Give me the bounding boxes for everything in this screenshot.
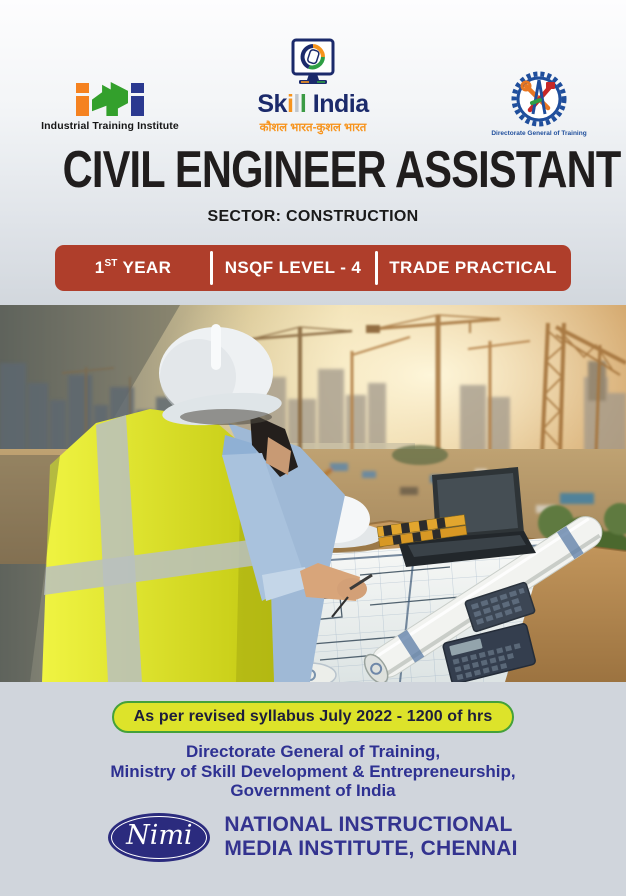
iti-logo-icon xyxy=(28,82,192,116)
syllabus-badge: As per revised syllabus July 2022 - 1200 of hrs xyxy=(112,701,515,733)
iti-navy-column xyxy=(131,83,144,116)
cover-footer xyxy=(0,682,626,896)
page-title: CIVIL ENGINEER ASSISTANT xyxy=(62,141,621,199)
skill-india-wordmark: Skill India xyxy=(257,90,369,118)
publisher-name: NATIONAL INSTRUCTIONAL MEDIA INSTITUTE, CHENNAI xyxy=(224,813,518,860)
iti-orange-column xyxy=(76,83,89,116)
skill-india-monitor-icon xyxy=(287,38,339,88)
ministry-text xyxy=(0,742,626,801)
iti-green-factory-shape xyxy=(92,82,128,116)
construction-site-photo-illustration xyxy=(0,305,626,682)
cover-header xyxy=(0,0,626,305)
ministry-line: Ministry of Skill Development & Entrepreneurship, xyxy=(110,761,516,781)
skill-india-logo xyxy=(233,38,393,135)
ministry-line: Directorate General of Training, xyxy=(185,742,441,761)
banner-year-segment: 1ST YEAR xyxy=(94,258,172,277)
cover-photo xyxy=(0,305,626,682)
year-level-banner xyxy=(55,245,571,291)
dgt-gear-icon xyxy=(510,70,568,128)
banner-trade-segment: TRADE PRACTICAL xyxy=(389,258,557,277)
banner-nsqf-segment: NSQF LEVEL - 4 xyxy=(224,258,362,277)
banner-divider xyxy=(375,251,378,285)
skill-india-hindi-tagline: कौशल भारत-कुशल भारत xyxy=(259,122,367,134)
iti-logo xyxy=(28,82,192,132)
nimi-logo xyxy=(108,813,210,862)
dgt-logo xyxy=(480,70,598,137)
banner-divider xyxy=(210,251,213,285)
dgt-logo-caption: Directorate General of Training xyxy=(491,130,587,137)
ministry-line: Government of India xyxy=(230,781,396,800)
publisher-row xyxy=(0,813,626,862)
iti-logo-caption: Industrial Training Institute xyxy=(41,120,179,132)
sector-subtitle: SECTOR: CONSTRUCTION xyxy=(207,208,419,225)
nimi-logo-script: Nimi xyxy=(126,820,193,851)
